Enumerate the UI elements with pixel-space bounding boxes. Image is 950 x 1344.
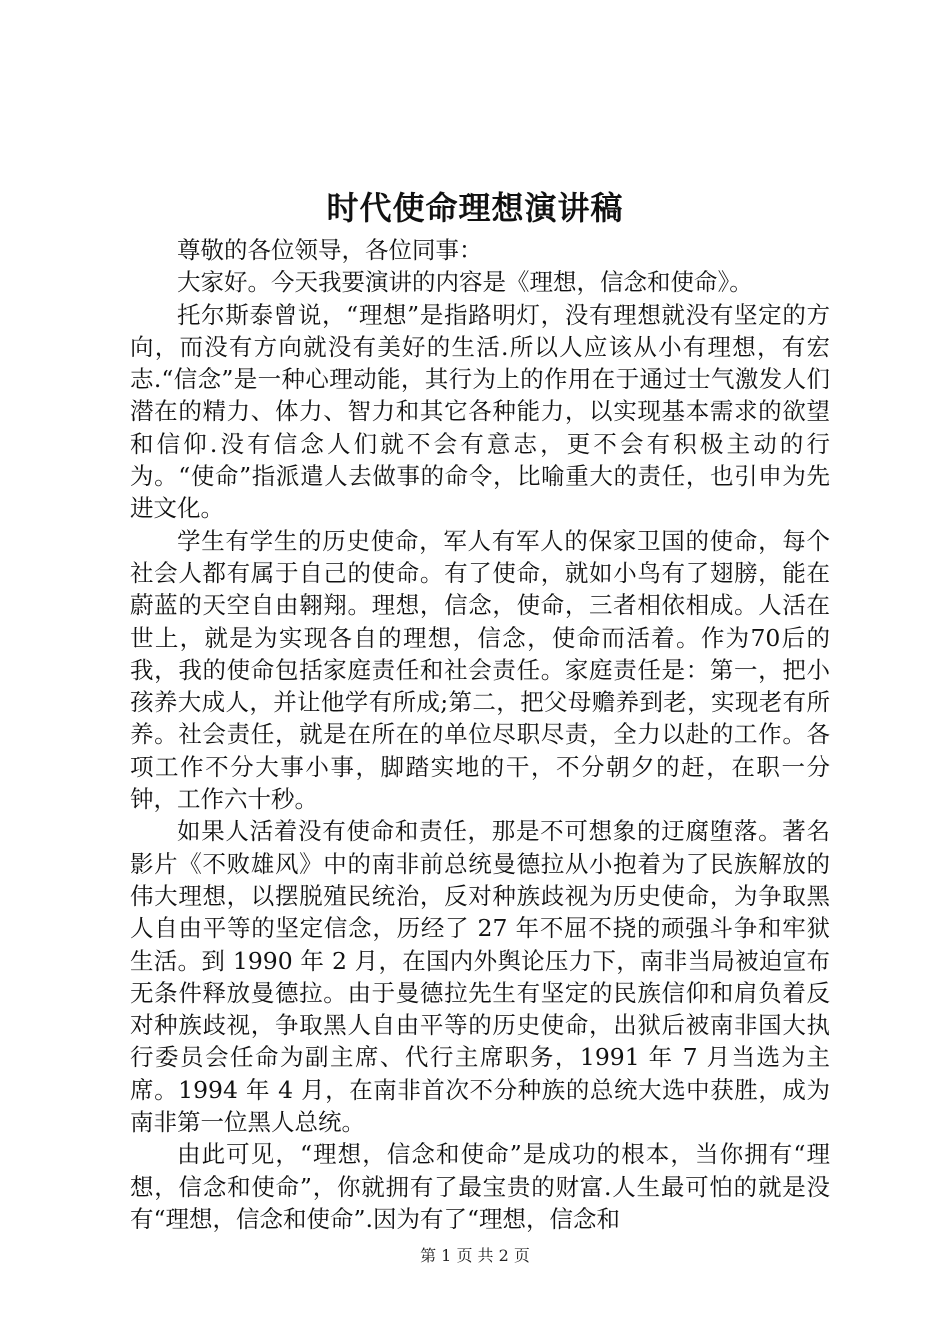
paragraph-salutation: 尊敬的各位领导，各位同事： — [177, 236, 483, 264]
paragraph-definitions: 托尔斯泰曾说，“理想”是指路明灯，没有理想就没有坚定的方向，而没有方向就没有美好的生活.所以人应该从小有理想，有宏志.“信念”是一种心理动能，其行为上的作用在于通过士气激发人们潜在的精力、体力、智力和其它各种能力，以实现基本需求的欲望和信仰.没有信念人们就不会有意志，更不会有积极主动的行为。“使命”指派遣人去做事的命令，比喻重大的责任，也引申为先进文化。 — [130, 300, 830, 523]
document-title: 时代使命理想演讲稿 — [326, 189, 624, 227]
document-body — [130, 234, 830, 1235]
page-footer: 第 1 页 共 2 页 — [420, 1246, 530, 1265]
paragraph-mandela: 如果人活着没有使命和责任，那是不可想象的迂腐堕落。著名影片《不败雄风》中的南非前总统曼德拉从小抱着为了民族解放的伟大理想，以摆脱殖民统治，反对种族歧视为历史使命，为争取黑人自由平等的坚定信念，历经了 27 年不屈不挠的顽强斗争和牢狱生活。到 1990 年 2 月，在国内外舆论压力下，南非当局被迫宣布无条件释放曼德拉。由于曼德拉先生有坚定的民族信仰和肩负着反对种族歧视，争取黑人自由平等的历史使命，出狱后被南非国大执行委员会任命为副主席、代行主席职务，1991 年 7 月当选为主席。1994 年 4 月，在南非首次不分种族的总统大选中获胜，成为南非第一位黑人总统。 — [130, 817, 830, 1137]
paragraph-conclusion: 由此可见，“理想，信念和使命”是成功的根本，当你拥有“理想，信念和使命”，你就拥有了最宝贵的财富.人生最可怕的就是没有“理想，信念和使命”.因为有了“理想，信念和 — [130, 1140, 830, 1233]
paragraph-personal-mission: 学生有学生的历史使命，军人有军人的保家卫国的使命，每个社会人都有属于自己的使命。有了使命，就如小鸟有了翅膀，能在蔚蓝的天空自由翱翔。理想，信念，使命，三者相依相成。人活在世上，就是为实现各自的理想，信念，使命而活着。作为70后的我，我的使命包括家庭责任和社会责任。家庭责任是：第一，把小孩养大成人，并让他学有所成;第二，把父母赡养到老，实现老有所养。社会责任，就是在所在的单位尽职尽责，全力以赴的工作。各项工作不分大事小事，脚踏实地的干，不分朝夕的赶，在职一分钟，工作六十秒。 — [130, 526, 830, 814]
paragraph-greeting: 大家好。今天我要演讲的内容是《理想，信念和使命》。 — [177, 268, 753, 297]
